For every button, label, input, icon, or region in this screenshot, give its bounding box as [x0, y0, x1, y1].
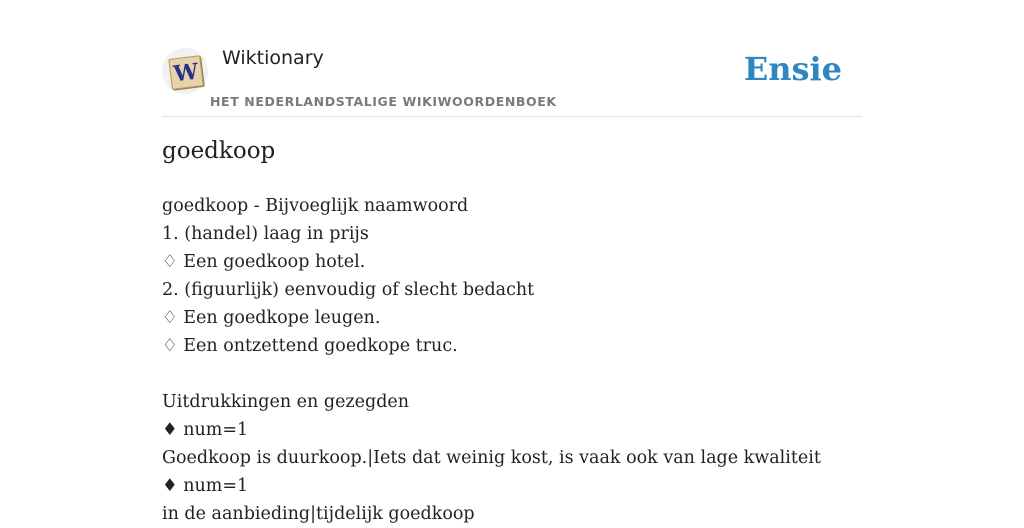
logo-letter: W: [172, 58, 200, 88]
expression-2-marker: ♦ num=1: [162, 476, 249, 496]
expression-1-marker: ♦ num=1: [162, 420, 249, 440]
spacer: [162, 360, 862, 388]
expression-1-text: Goedkoop is duurkoop.|Iets dat weinig kost, is vaak ook van lage kwaliteit: [162, 448, 821, 468]
sense-2: 2. (figuurlijk) eenvoudig of slecht bedacht: [162, 280, 535, 300]
expression-2-text: in de aanbieding|tijdelijk goedkoop: [162, 504, 475, 524]
page-title: goedkoop: [162, 138, 276, 164]
example-1: ♢ Een goedkoop hotel.: [162, 252, 366, 272]
logo-tile-icon: [168, 55, 204, 90]
wiktionary-logo[interactable]: [162, 48, 208, 94]
site-tagline: HET NEDERLANDSTALIGE WIKIWOORDENBOEK: [210, 94, 557, 109]
sense-1: 1. (handel) laag in prijs: [162, 224, 369, 244]
expressions-heading: Uitdrukkingen en gezegden: [162, 392, 410, 412]
example-3: ♢ Een ontzettend goedkope truc.: [162, 336, 458, 356]
entry-content: [162, 192, 862, 528]
site-header: [162, 44, 862, 117]
site-name-link[interactable]: Wiktionary: [222, 47, 324, 69]
example-2: ♢ Een goedkope leugen.: [162, 308, 381, 328]
ensie-brand-link[interactable]: Ensie: [743, 50, 842, 88]
entry-heading: goedkoop - Bijvoeglijk naamwoord: [162, 196, 469, 216]
